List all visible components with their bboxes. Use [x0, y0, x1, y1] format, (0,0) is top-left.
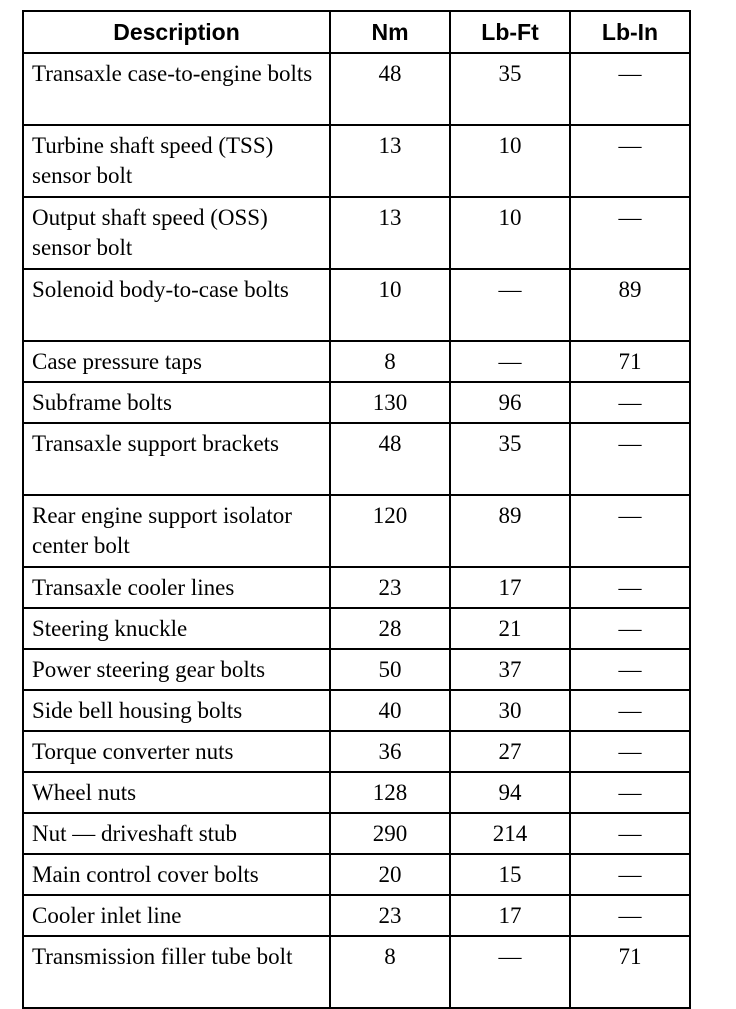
row-lb-in: —	[570, 423, 690, 495]
table-row	[23, 341, 690, 382]
row-lb-ft: —	[450, 269, 570, 341]
row-lb-in: —	[570, 608, 690, 649]
row-nm: 50	[330, 649, 450, 690]
row-nm: 8	[330, 341, 450, 382]
row-lb-in: 71	[570, 341, 690, 382]
row-lb-in: —	[570, 649, 690, 690]
row-lb-ft: 21	[450, 608, 570, 649]
table-row	[23, 731, 690, 772]
row-description: Transaxle cooler lines	[23, 567, 330, 608]
row-lb-in: —	[570, 813, 690, 854]
row-lb-ft: 35	[450, 423, 570, 495]
row-nm: 128	[330, 772, 450, 813]
row-nm: 48	[330, 53, 450, 125]
row-description: Steering knuckle	[23, 608, 330, 649]
row-lb-ft: 30	[450, 690, 570, 731]
table-row	[23, 772, 690, 813]
row-nm: 290	[330, 813, 450, 854]
row-description: Case pressure taps	[23, 341, 330, 382]
row-description: Torque converter nuts	[23, 731, 330, 772]
row-lb-in: —	[570, 731, 690, 772]
table-row	[23, 495, 690, 567]
row-nm: 40	[330, 690, 450, 731]
row-lb-ft: 96	[450, 382, 570, 423]
row-lb-ft: —	[450, 341, 570, 382]
row-description: Solenoid body-to-case bolts	[23, 269, 330, 341]
row-lb-in: —	[570, 895, 690, 936]
table-row	[23, 854, 690, 895]
row-lb-ft: —	[450, 936, 570, 1008]
row-lb-ft: 214	[450, 813, 570, 854]
row-nm: 10	[330, 269, 450, 341]
row-lb-ft: 89	[450, 495, 570, 567]
row-description: Rear engine support isolator center bolt	[23, 495, 330, 567]
row-lb-ft: 17	[450, 895, 570, 936]
row-lb-ft: 10	[450, 125, 570, 197]
row-lb-in: 89	[570, 269, 690, 341]
torque-spec-table	[22, 10, 691, 1009]
row-lb-in: —	[570, 567, 690, 608]
row-description: Main control cover bolts	[23, 854, 330, 895]
header-nm: Nm	[330, 11, 450, 53]
table-row	[23, 53, 690, 125]
table-row	[23, 608, 690, 649]
table-row	[23, 813, 690, 854]
table-row	[23, 269, 690, 341]
row-lb-ft: 27	[450, 731, 570, 772]
row-lb-in: —	[570, 690, 690, 731]
row-lb-ft: 94	[450, 772, 570, 813]
header-description: Description	[23, 11, 330, 53]
row-nm: 13	[330, 197, 450, 269]
row-nm: 23	[330, 567, 450, 608]
row-description: Power steering gear bolts	[23, 649, 330, 690]
table-row	[23, 895, 690, 936]
row-nm: 8	[330, 936, 450, 1008]
table-row	[23, 649, 690, 690]
row-description: Nut — driveshaft stub	[23, 813, 330, 854]
row-nm: 130	[330, 382, 450, 423]
row-nm: 36	[330, 731, 450, 772]
table-row	[23, 125, 690, 197]
row-lb-in: —	[570, 382, 690, 423]
row-description: Wheel nuts	[23, 772, 330, 813]
row-lb-in: —	[570, 495, 690, 567]
row-description: Transaxle support brackets	[23, 423, 330, 495]
table-header-row	[23, 11, 690, 53]
row-lb-in: 71	[570, 936, 690, 1008]
row-nm: 48	[330, 423, 450, 495]
row-nm: 20	[330, 854, 450, 895]
header-lb-ft: Lb-Ft	[450, 11, 570, 53]
header-lb-in: Lb-In	[570, 11, 690, 53]
table-row	[23, 423, 690, 495]
row-nm: 28	[330, 608, 450, 649]
table-row	[23, 690, 690, 731]
row-description: Cooler inlet line	[23, 895, 330, 936]
row-lb-in: —	[570, 772, 690, 813]
row-lb-in: —	[570, 854, 690, 895]
table-row	[23, 567, 690, 608]
row-description: Side bell housing bolts	[23, 690, 330, 731]
row-nm: 120	[330, 495, 450, 567]
row-lb-ft: 35	[450, 53, 570, 125]
row-lb-in: —	[570, 197, 690, 269]
row-description: Turbine shaft speed (TSS) sensor bolt	[23, 125, 330, 197]
row-lb-in: —	[570, 53, 690, 125]
row-lb-ft: 37	[450, 649, 570, 690]
row-nm: 23	[330, 895, 450, 936]
row-description: Transaxle case-to-engine bolts	[23, 53, 330, 125]
row-lb-in: —	[570, 125, 690, 197]
row-lb-ft: 10	[450, 197, 570, 269]
row-description: Transmission filler tube bolt	[23, 936, 330, 1008]
row-nm: 13	[330, 125, 450, 197]
table-row	[23, 936, 690, 1008]
row-lb-ft: 15	[450, 854, 570, 895]
row-description: Subframe bolts	[23, 382, 330, 423]
row-lb-ft: 17	[450, 567, 570, 608]
table-row	[23, 197, 690, 269]
row-description: Output shaft speed (OSS) sensor bolt	[23, 197, 330, 269]
table-row	[23, 382, 690, 423]
